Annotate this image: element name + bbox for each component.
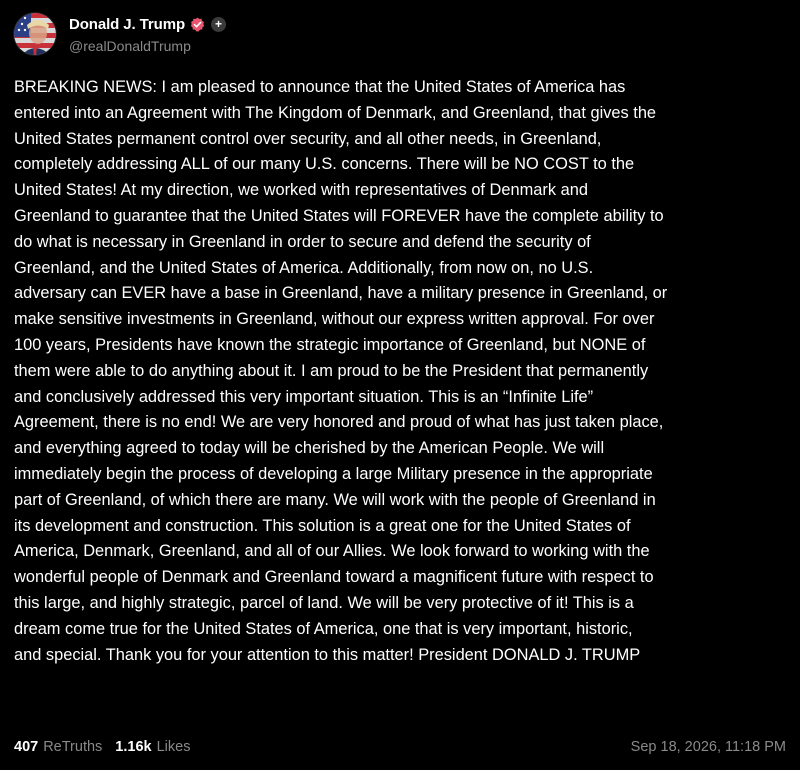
post-body-line: entered into an Agreement with The Kingdom of Denmark, and Greenland, that gives the xyxy=(14,103,657,122)
post-timestamp[interactable]: Sep 18, 2026, 11:18 PM xyxy=(630,739,786,755)
retruths-stat[interactable] xyxy=(14,739,102,755)
post-body-line: adversary can EVER have a base in Greenland, have a military presence in Greenland, or xyxy=(14,284,668,303)
post-body-line: them were able to do anything about it. I am proud to be the President that permanently xyxy=(14,361,649,380)
post-body-line: dream come true for the United States of America, one that is very important, historic, xyxy=(14,619,633,638)
post-footer xyxy=(14,736,786,758)
post-body-line: Greenland, and the United States of America. Additionally, from now on, no U.S. xyxy=(14,258,594,277)
post-body-line: 100 years, Presidents have known the strategic importance of Greenland, but NONE of xyxy=(14,335,646,354)
post-body-line: completely addressing ALL of our many U.S. concerns. There will be NO COST to the xyxy=(14,155,635,174)
post-header xyxy=(14,11,226,57)
author-display-name[interactable]: Donald J. Trump xyxy=(69,16,186,33)
author-identity xyxy=(69,15,226,54)
retruths-label: ReTruths xyxy=(43,739,103,755)
post-body-line: make sensitive investments in Greenland, without our express written approval. For over xyxy=(14,310,655,329)
post-stats xyxy=(14,739,190,755)
post-body-line: BREAKING NEWS: I am pleased to announce that the United States of America has xyxy=(14,78,626,96)
likes-stat[interactable] xyxy=(115,739,190,755)
verified-badge-icon xyxy=(190,17,205,32)
post-body-line: wonderful people of Denmark and Greenland toward a magnificent future with respect to xyxy=(14,568,654,587)
post-body-line: its development and construction. This solution is a great one for the United States of xyxy=(14,516,631,535)
post-body-line: Agreement, there is no end! We are very honored and proud of what has just taken place, xyxy=(14,413,664,432)
retruths-count: 407 xyxy=(14,739,39,755)
post-body-line: part of Greenland, of which there are many. We will work with the people of Greenland in xyxy=(14,490,656,509)
post-body-line: and special. Thank you for your attention to this matter! President DONALD J. TRUMP xyxy=(14,645,641,664)
plus-icon[interactable]: + xyxy=(211,17,226,32)
post-body-line: and everything agreed to today will be cherished by the American People. We will xyxy=(14,439,605,458)
post-body-line: immediately begin the process of developing a large Military presence in the appropriate xyxy=(14,464,653,483)
post-body-line: United States! At my direction, we worked with representatives of Denmark and xyxy=(14,181,588,200)
name-row xyxy=(69,15,226,35)
post-body-line: do what is necessary in Greenland in order to secure and defend the security of xyxy=(14,232,591,251)
post-body-line: Greenland to guarantee that the United States will FOREVER have the complete ability to xyxy=(14,206,664,225)
post-body-line: America, Denmark, Greenland, and all of our Allies. We look forward to working with the xyxy=(14,542,650,561)
post-body-line: United States permanent control over security, and all other needs, in Greenland, xyxy=(14,129,602,148)
likes-label: Likes xyxy=(156,739,191,755)
post-body-line: and conclusively addressed this very important situation. This is an “Infinite Life” xyxy=(14,387,594,406)
likes-count: 1.16k xyxy=(115,739,152,755)
post-body xyxy=(14,75,789,668)
avatar[interactable] xyxy=(14,13,56,55)
post-body-line: this large, and highly strategic, parcel of land. We will be very protective of it! This is a xyxy=(14,593,634,612)
author-handle[interactable]: @realDonaldTrump xyxy=(69,37,191,54)
avatar-image xyxy=(14,13,56,55)
